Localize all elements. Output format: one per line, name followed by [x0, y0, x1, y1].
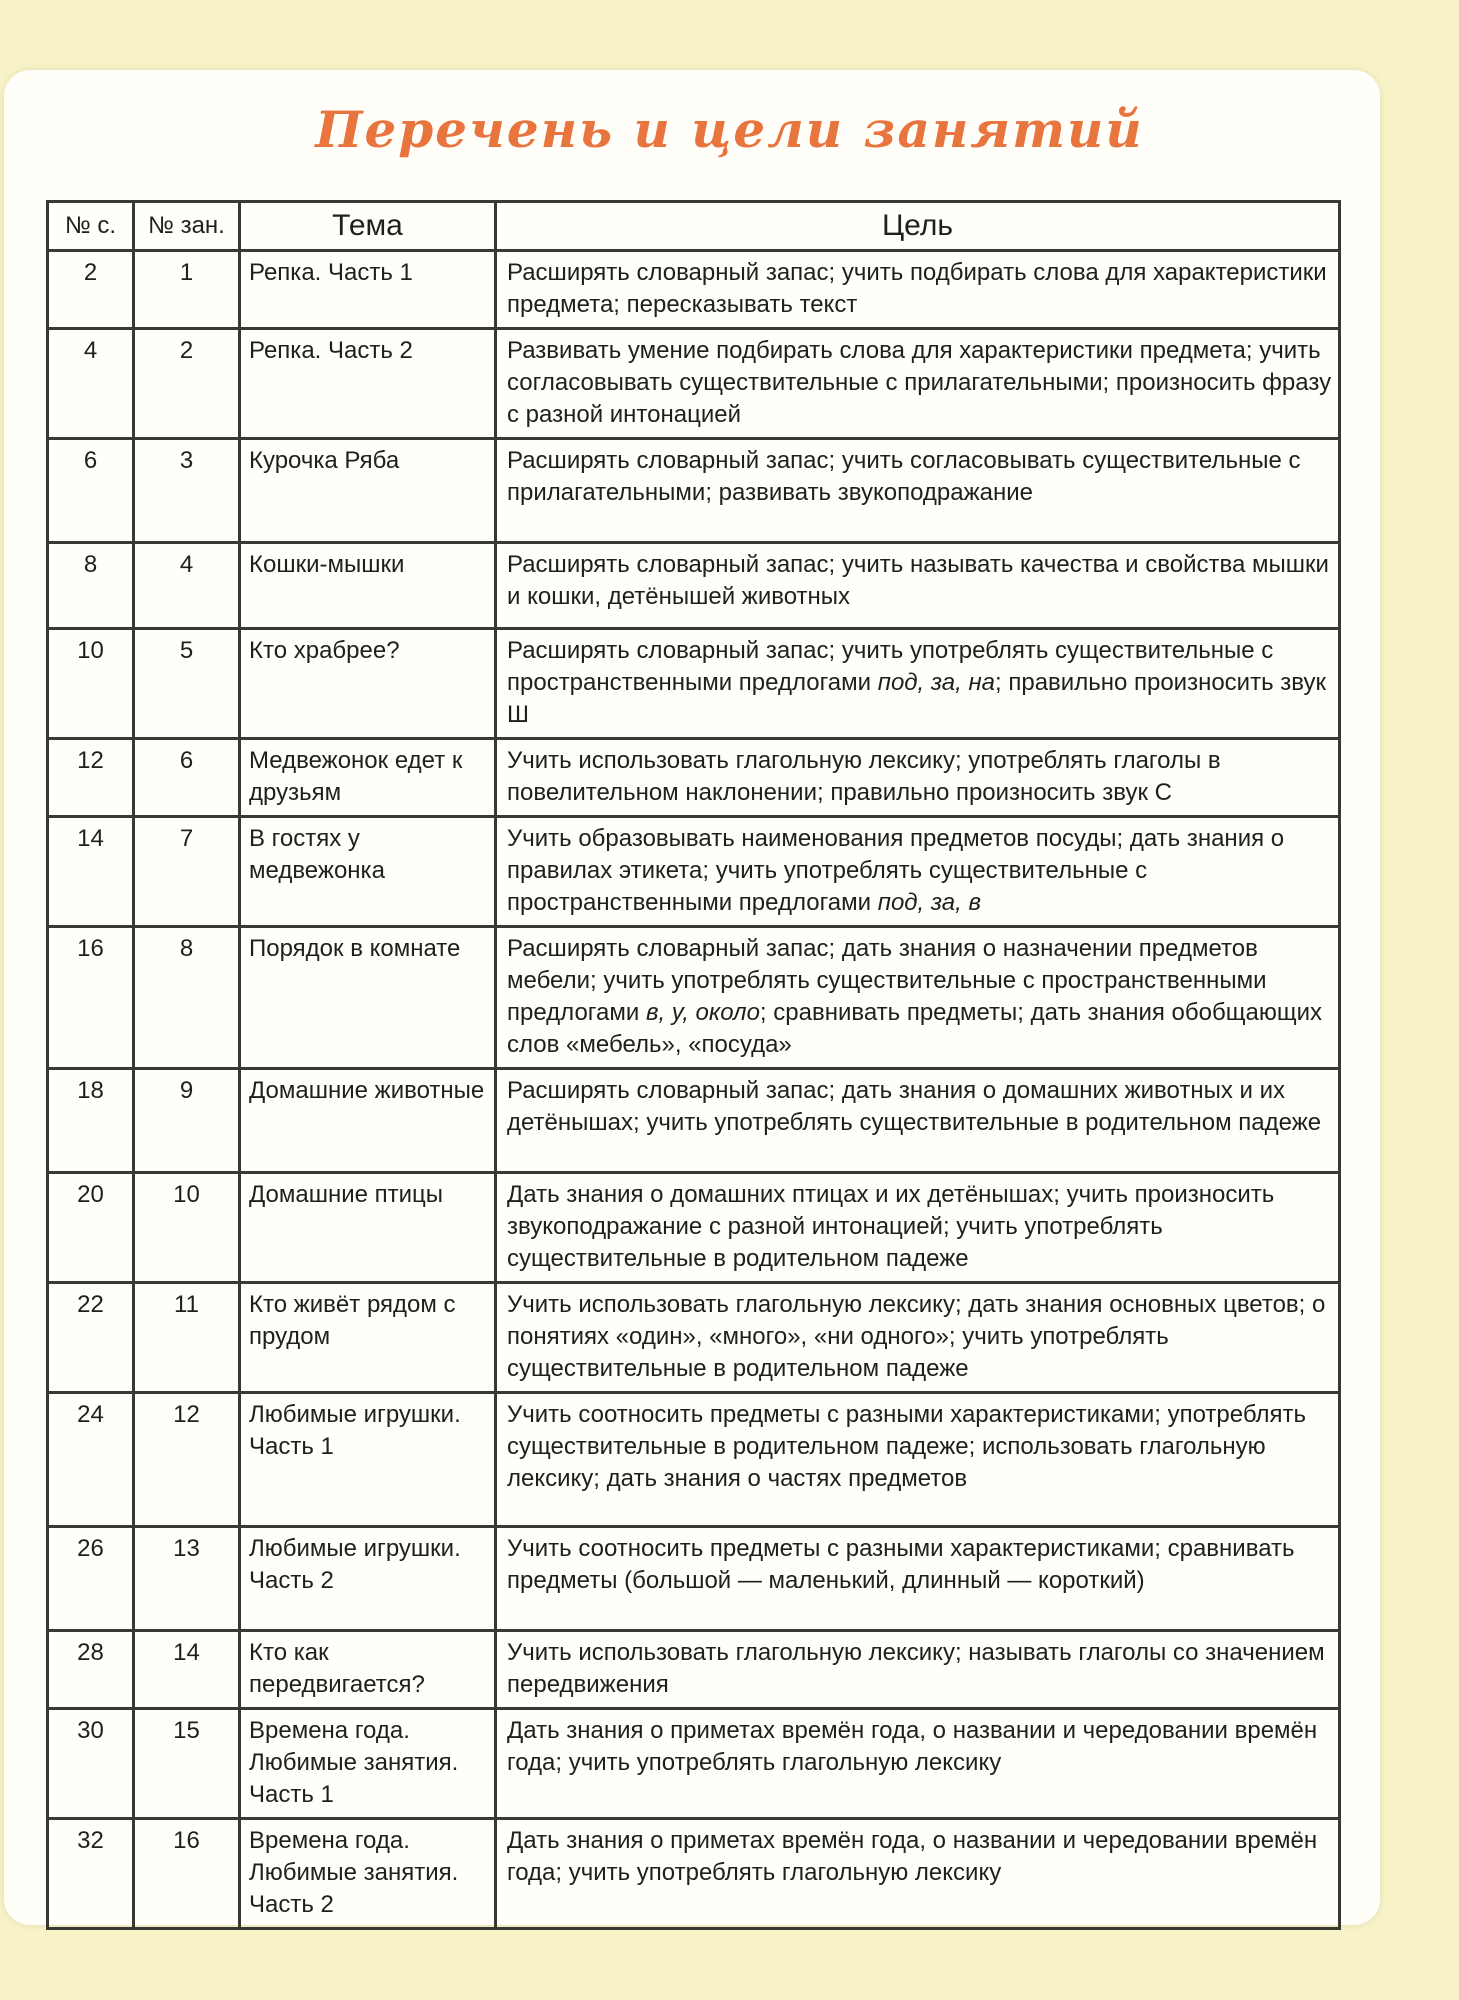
table-row	[48, 439, 1340, 543]
cell-page: 8	[48, 543, 134, 629]
cell-lesson: 2	[134, 329, 240, 439]
cell-goal: Развивать умение подбирать слова для характеристики предмета; учить согласовывать существительные с прилагательными; произносить фразу с разной интонацией	[496, 329, 1340, 439]
table-row	[48, 817, 1340, 927]
cell-page: 10	[48, 629, 134, 739]
table-row	[48, 543, 1340, 629]
cell-goal: Расширять словарный запас; дать знания о домашних животных и их детёнышах; учить употреблять существительные в родительном падеже	[496, 1069, 1340, 1173]
table-row	[48, 251, 1340, 329]
cell-page: 2	[48, 251, 134, 329]
cell-topic: Домашние животные	[240, 1069, 496, 1173]
cell-topic: Кто храбрее?	[240, 629, 496, 739]
table-row	[48, 927, 1340, 1069]
cell-page: 30	[48, 1709, 134, 1819]
cell-page: 4	[48, 329, 134, 439]
cell-lesson: 15	[134, 1709, 240, 1819]
cell-lesson: 7	[134, 817, 240, 927]
cell-goal: Расширять словарный запас; учить подбирать слова для характеристики предмета; пересказывать текст	[496, 251, 1340, 329]
table-row	[48, 329, 1340, 439]
cell-lesson: 10	[134, 1173, 240, 1283]
cell-goal: Расширять словарный запас; дать знания о назначении предметов мебели; учить употреблять существительные с пространственными предлогами в, у, около; сравнивать предметы; дать знания обобщающих слов «мебель», «посуда»	[496, 927, 1340, 1069]
cell-page: 24	[48, 1393, 134, 1527]
cell-page: 32	[48, 1819, 134, 1929]
cell-lesson: 8	[134, 927, 240, 1069]
cell-lesson: 12	[134, 1393, 240, 1527]
table-row	[48, 629, 1340, 739]
lessons-table	[46, 200, 1341, 1930]
cell-topic: Кошки-мышки	[240, 543, 496, 629]
cell-topic: Кто живёт рядом с прудом	[240, 1283, 496, 1393]
cell-goal: Расширять словарный запас; учить употреблять существительные с пространственными предлогами под, за, на; правильно произносить звук Ш	[496, 629, 1340, 739]
cell-lesson: 3	[134, 439, 240, 543]
cell-page: 6	[48, 439, 134, 543]
cell-page: 16	[48, 927, 134, 1069]
table-row	[48, 1527, 1340, 1631]
cell-lesson: 14	[134, 1631, 240, 1709]
header-topic: Тема	[240, 202, 496, 251]
cell-goal: Расширять словарный запас; учить согласовывать существительные с прилагательными; развивать звукоподражание	[496, 439, 1340, 543]
cell-topic: Времена года. Любимые занятия. Часть 2	[240, 1819, 496, 1929]
cell-topic: Любимые игрушки. Часть 2	[240, 1527, 496, 1631]
cell-lesson: 5	[134, 629, 240, 739]
cell-topic: Любимые игрушки. Часть 1	[240, 1393, 496, 1527]
cell-page: 22	[48, 1283, 134, 1393]
table-row	[48, 1393, 1340, 1527]
cell-goal: Учить соотносить предметы с разными характеристиками; сравнивать предметы (большой — маленький, длинный — короткий)	[496, 1527, 1340, 1631]
cell-page: 12	[48, 739, 134, 817]
table-row	[48, 739, 1340, 817]
header-lesson-number: № зан.	[134, 202, 240, 251]
cell-goal: Учить использовать глагольную лексику; дать знания основных цветов; о понятиях «один», «много», «ни одного»; учить употреблять существительные в родительном падеже	[496, 1283, 1340, 1393]
cell-goal: Расширять словарный запас; учить называть качества и свойства мышки и кошки, детёнышей животных	[496, 543, 1340, 629]
cell-goal: Учить образовывать наименования предметов посуды; дать знания о правилах этикета; учить употреблять существительные с пространственными предлогами под, за, в	[496, 817, 1340, 927]
cell-goal: Дать знания о приметах времён года, о названии и чередовании времён года; учить употреблять глагольную лексику	[496, 1709, 1340, 1819]
cell-goal: Учить использовать глагольную лексику; называть глаголы со значением передвижения	[496, 1631, 1340, 1709]
cell-lesson: 13	[134, 1527, 240, 1631]
cell-goal: Дать знания о приметах времён года, о названии и чередовании времён года; учить употреблять глагольную лексику	[496, 1819, 1340, 1929]
table-row	[48, 1631, 1340, 1709]
cell-topic: В гостях у медвежонка	[240, 817, 496, 927]
cell-goal: Учить соотносить предметы с разными характеристиками; употреблять существительные в родительном падеже; использовать глагольную лексику; дать знания о частях предметов	[496, 1393, 1340, 1527]
cell-goal: Дать знания о домашних птицах и их детёнышах; учить произносить звукоподражание с разной интонацией; учить употреблять существительные в родительном падеже	[496, 1173, 1340, 1283]
cell-topic: Курочка Ряба	[240, 439, 496, 543]
table-header-row	[48, 202, 1340, 251]
cell-topic: Кто как передвигается?	[240, 1631, 496, 1709]
cell-topic: Домашние птицы	[240, 1173, 496, 1283]
cell-topic: Репка. Часть 1	[240, 251, 496, 329]
cell-lesson: 9	[134, 1069, 240, 1173]
cell-topic: Времена года. Любимые занятия. Часть 1	[240, 1709, 496, 1819]
cell-page: 28	[48, 1631, 134, 1709]
cell-page: 18	[48, 1069, 134, 1173]
table-row	[48, 1173, 1340, 1283]
cell-topic: Медвежонок едет к друзьям	[240, 739, 496, 817]
cell-lesson: 4	[134, 543, 240, 629]
table-row	[48, 1819, 1340, 1929]
cell-lesson: 11	[134, 1283, 240, 1393]
table-row	[48, 1069, 1340, 1173]
header-goal: Цель	[496, 202, 1340, 251]
page-title: Перечень и цели занятий	[315, 100, 1144, 159]
cell-topic: Порядок в комнате	[240, 927, 496, 1069]
cell-page: 20	[48, 1173, 134, 1283]
cell-lesson: 6	[134, 739, 240, 817]
cell-lesson: 16	[134, 1819, 240, 1929]
cell-page: 14	[48, 817, 134, 927]
cell-goal: Учить использовать глагольную лексику; употреблять глаголы в повелительном наклонении; правильно произносить звук С	[496, 739, 1340, 817]
header-page-number: № с.	[48, 202, 134, 251]
cell-topic: Репка. Часть 2	[240, 329, 496, 439]
cell-page: 26	[48, 1527, 134, 1631]
table-row	[48, 1283, 1340, 1393]
table-row	[48, 1709, 1340, 1819]
cell-lesson: 1	[134, 251, 240, 329]
